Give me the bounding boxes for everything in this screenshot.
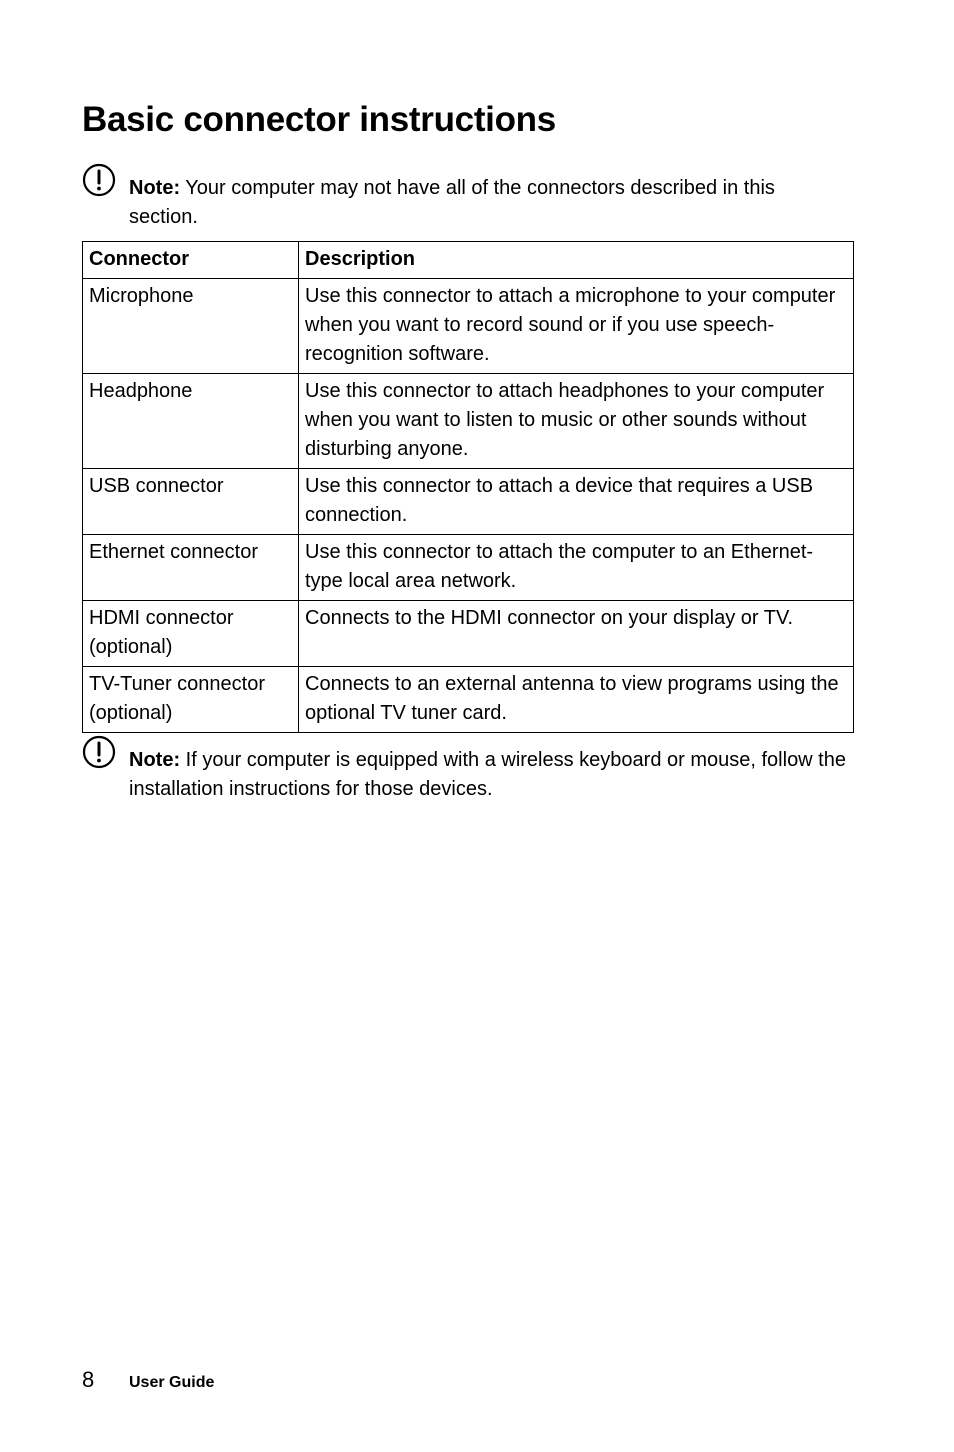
- table-row: [83, 667, 854, 733]
- note-text: [129, 746, 849, 804]
- connector-cell: TV-Tuner connector (optional): [83, 667, 299, 733]
- attention-icon: [82, 735, 116, 769]
- description-cell: Use this connector to attach headphones to your computer when you want to listen to music or other sounds without disturbing anyone.: [299, 374, 854, 469]
- attention-icon: [82, 163, 116, 197]
- table-row: [83, 469, 854, 535]
- connector-cell: Microphone: [83, 279, 299, 374]
- note-text: [129, 174, 849, 232]
- column-header-description: Description: [299, 242, 854, 279]
- connector-cell: Ethernet connector: [83, 535, 299, 601]
- table-row: [83, 535, 854, 601]
- note-body: If your computer is equipped with a wireless keyboard or mouse, follow the installation instructions for those devices.: [129, 749, 846, 800]
- column-header-connector: Connector: [83, 242, 299, 279]
- page-title: Basic connector instructions: [82, 100, 556, 139]
- connector-table: [82, 241, 854, 733]
- note-label: Note:: [129, 749, 181, 771]
- description-cell: Connects to the HDMI connector on your display or TV.: [299, 601, 854, 667]
- table-header-row: [83, 242, 854, 279]
- page-footer: [82, 1367, 214, 1393]
- connector-cell: HDMI connector (optional): [83, 601, 299, 667]
- description-cell: Use this connector to attach the computer to an Ethernet-type local area network.: [299, 535, 854, 601]
- description-cell: Use this connector to attach a device that requires a USB connection.: [299, 469, 854, 535]
- connector-cell: Headphone: [83, 374, 299, 469]
- description-cell: Connects to an external antenna to view programs using the optional TV tuner card.: [299, 667, 854, 733]
- note-body: Your computer may not have all of the connectors described in this section.: [129, 177, 775, 228]
- connector-cell: USB connector: [83, 469, 299, 535]
- table-row: [83, 279, 854, 374]
- description-cell: Use this connector to attach a microphone to your computer when you want to record sound or if you use speech-recognition software.: [299, 279, 854, 374]
- page-number: 8: [82, 1367, 95, 1392]
- footer-label: User Guide: [129, 1374, 215, 1391]
- note-label: Note:: [129, 177, 181, 199]
- table-row: [83, 374, 854, 469]
- table-row: [83, 601, 854, 667]
